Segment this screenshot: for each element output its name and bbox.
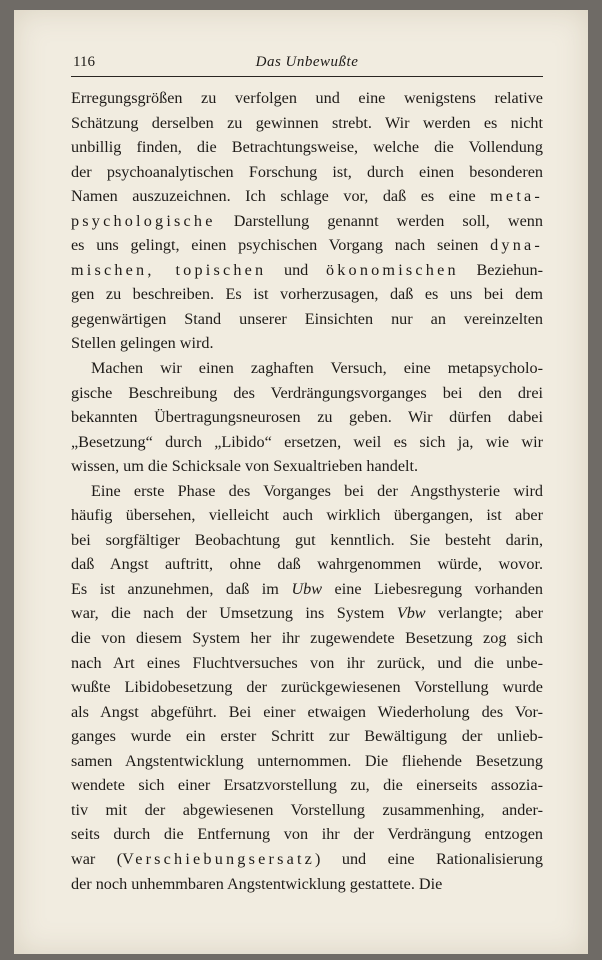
text-line	[71, 479, 543, 504]
spaced-emphasis: psychologische	[71, 211, 216, 230]
text-segment: Machen wir einen zaghaften Versuch, eine metapsycholo-	[91, 359, 543, 378]
text-segment: Erregungsgrößen zu verfolgen und eine wenigstens relative	[71, 89, 543, 107]
text-line	[71, 528, 543, 553]
text-line	[71, 135, 543, 160]
text-segment: wußte Libidobesetzung der zurückgewiesenen Vorstellung wurde	[71, 678, 543, 697]
text-line	[71, 552, 543, 577]
text-segment: wendete sich einer Ersatzvorstellung zu, die einerseits assozia-	[71, 776, 543, 795]
text-segment: Darstellung genannt werden soll, wenn	[215, 211, 543, 230]
text-line	[71, 503, 543, 528]
text-line	[71, 430, 543, 455]
page-number: 116	[73, 54, 95, 70]
text-segment: Eine erste Phase des Vorganges bei der Angsthysterie wird	[91, 481, 543, 500]
text-segment: häufig übersehen, vielleicht auch wirklich übergangen, ist aber	[71, 506, 543, 525]
text-segment: bei sorgfältiger Beobachtung gut kenntlich. Sie besteht darin,	[71, 530, 543, 549]
text-line	[71, 626, 543, 651]
text-segment: Stellen gelingen wird.	[71, 334, 214, 353]
text-line	[71, 847, 543, 872]
text-line	[71, 356, 543, 381]
text-line	[71, 282, 543, 307]
text-line	[71, 651, 543, 676]
text-line	[71, 184, 543, 209]
text-segment: es uns gelingt, einen psychischen Vorgang nach seinen	[71, 236, 491, 255]
text-line	[71, 872, 543, 897]
text-line	[71, 724, 543, 749]
text-segment: nach Art eines Fluchtversuches von ihr zurück, und die unbe-	[71, 653, 543, 672]
text-segment: der psychoanalytischen Forschung ist, durch einen besonderen	[71, 162, 543, 181]
text-line	[71, 381, 543, 406]
text-segment: wissen, um die Schicksale von Sexualtrieben handelt.	[71, 457, 419, 476]
text-line	[71, 331, 543, 356]
text-segment: gegenwärtigen Stand unserer Einsichten nur an vereinzelten	[71, 309, 543, 328]
text-segment: seits durch die Entfernung von ihr der Verdrängung entzogen	[71, 825, 543, 844]
text-segment: Beziehun-	[458, 260, 543, 279]
running-title: Das Unbewußte	[255, 54, 359, 70]
spaced-emphasis: mischen, topischen	[71, 260, 267, 279]
text-segment: Namen auszuzeichnen. Ich schlage vor, daß es eine	[71, 187, 491, 206]
text-line	[71, 86, 543, 111]
text-line	[71, 160, 543, 185]
page-header	[71, 54, 543, 77]
body-text	[71, 86, 543, 896]
text-line	[71, 822, 543, 847]
book-page	[14, 10, 588, 954]
text-segment: als Angst abgeführt. Bei einer etwaigen Wiederholung des Vor-	[71, 702, 543, 721]
text-segment: Es ist anzunehmen, daß im	[71, 579, 292, 598]
text-segment: „Besetzung“ durch „Libido“ ersetzen, weil es sich ja, wie wir	[71, 432, 543, 451]
text-line	[71, 798, 543, 823]
text-segment: ganges wurde ein erster Schritt zur Bewältigung der unlieb-	[71, 727, 543, 746]
text-segment: ) und eine Rationalisierung	[315, 849, 543, 868]
text-segment: war, die nach der Umsetzung ins System	[71, 604, 397, 623]
text-segment: verlangte; aber	[425, 604, 543, 623]
text-line	[71, 111, 543, 136]
text-line	[71, 307, 543, 332]
text-line	[71, 577, 543, 602]
text-line	[71, 773, 543, 798]
text-line	[71, 233, 543, 258]
text-line	[71, 209, 543, 234]
spaced-emphasis: ökonomischen	[325, 260, 459, 279]
text-segment: gische Beschreibung des Verdrängungsvorganges bei den drei	[71, 383, 543, 402]
spaced-emphasis: meta-	[490, 187, 543, 206]
text-line	[71, 405, 543, 430]
text-line	[71, 258, 543, 283]
text-segment: und	[266, 260, 326, 279]
text-segment: daß Angst auftritt, ohne daß wahrgenommen würde, wovor.	[71, 555, 543, 574]
text-segment: eine Liebesregung vorhanden	[322, 579, 543, 598]
text-segment: gen zu beschreiben. Es ist vorherzusagen, daß es uns bei dem	[71, 285, 543, 304]
text-segment: unbillig finden, die Betrachtungsweise, welche die Vollendung	[71, 138, 543, 157]
spaced-emphasis: Verschiebungsersatz	[122, 849, 316, 868]
text-line	[71, 454, 543, 479]
text-line	[71, 675, 543, 700]
text-line	[71, 700, 543, 725]
spaced-emphasis: dyna-	[490, 236, 543, 255]
text-segment: war (	[71, 849, 123, 868]
text-segment: der noch unhemmbaren Angstentwicklung gestattete. Die	[71, 874, 443, 893]
text-segment: Schätzung derselben zu gewinnen strebt. Wir werden es nicht	[71, 113, 543, 132]
italic-term: Vbw	[396, 604, 426, 623]
italic-term: Ubw	[291, 579, 323, 598]
text-line	[71, 601, 543, 626]
text-segment: tiv mit der abgewiesenen Vorstellung zusammenhing, ander-	[71, 800, 543, 819]
text-line	[71, 749, 543, 774]
text-segment: bekannten Übertragungsneurosen zu geben. Wir dürfen dabei	[71, 408, 543, 427]
text-segment: die von diesem System her ihr zugewendete Besetzung zog sich	[71, 629, 543, 648]
text-segment: samen Angstentwicklung unternommen. Die fliehende Besetzung	[71, 751, 543, 770]
